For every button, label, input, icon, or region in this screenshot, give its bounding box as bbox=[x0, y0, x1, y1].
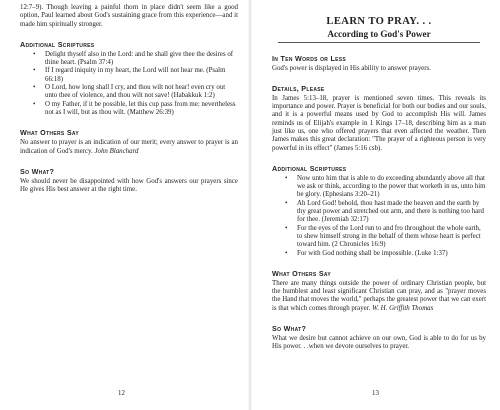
quote-paragraph: No answer to prayer is an indication of our merit; every answer to prayer is an indication of God's mercy. John Blanchard bbox=[20, 139, 238, 155]
details-paragraph: In James 5:13–18, prayer is mentioned seven times. This reveals its importance and power. Prayer is beneficial for both our bodies and our souls, and it is a powerful means used by God to accomplish His will. James reminds us of Elijah's example in 1 Kings 17–18, describing him as a man just like us, one who offered prayers that even affected the weather. Then James makes this great declaration: "The prayer of a righteous person is very powerful in its effect" (James 5:16 csb). bbox=[272, 94, 486, 152]
scripture-item: • For the eyes of the Lord run to and fro throughout the whole earth, to shew himself strong in the behalf of them whose heart is perfect toward him. (2 Chronicles 16:9) bbox=[285, 224, 481, 249]
right-page bbox=[252, 0, 500, 410]
so-what-paragraph: What we desire but cannot achieve on our own, God is able to do for us by His power. . .when we devote ourselves to prayer. bbox=[272, 335, 486, 351]
bullet-icon: • bbox=[285, 199, 288, 207]
scripture-item: • O Lord, how long shall I cry, and thou wilt not hear! even cry out unto thee of violence, and thou wilt not save! (Habakkuk 1:2) bbox=[33, 84, 226, 100]
what-others-say-heading: What Others Say bbox=[272, 268, 331, 278]
bullet-icon: • bbox=[285, 249, 288, 257]
scripture-item: • If I regard iniquity in my heart, the Lord will not hear me. (Psalm 66:18) bbox=[33, 67, 226, 83]
intro-paragraph: 12:7–9). Though leaving a painful thorn in place didn't seem like a good option, Paul learned about God's sustaining grace from this experience—and it made him spiritually stronger. bbox=[20, 4, 238, 28]
bullet-icon: • bbox=[33, 100, 36, 108]
scripture-item: • Ah Lord God! behold, thou hast made the heaven and the earth by thy great power and stretched out arm, and there is nothing too hard for thee. (Jeremiah 32:17) bbox=[285, 199, 484, 224]
what-others-say-heading: What Others Say bbox=[20, 128, 79, 138]
quote-paragraph: There are many things outside the power of ordinary Christian people, but the humblest and least significant Christian can pray, and as "prayer moves the Hand that moves the world," perhaps the greatest power that we can exert is that which comes through prayer. W. H. Griffith Thomas bbox=[272, 279, 486, 312]
so-what-heading: So What? bbox=[272, 324, 307, 334]
scripture-item: • For with God nothing shall be impossible. (Luke 1:37) bbox=[285, 249, 448, 257]
additional-scriptures-heading: Additional Scriptures bbox=[20, 39, 95, 49]
chapter-title: LEARN TO PRAY. . . bbox=[326, 16, 432, 27]
quote-attribution: John Blanchard bbox=[94, 147, 139, 155]
scripture-item: • O my Father, if it be possible, let this cup pass from me: nevertheless not as I will, but as thou wilt. (Matthew 26:39) bbox=[33, 100, 236, 116]
scripture-list bbox=[20, 51, 238, 117]
bullet-icon: • bbox=[285, 224, 288, 232]
ten-words-heading: In Ten Words or Less bbox=[272, 53, 347, 63]
page-number: 13 bbox=[372, 389, 379, 397]
so-what-heading: So What? bbox=[20, 166, 55, 176]
additional-scriptures-heading: Additional Scriptures bbox=[272, 163, 347, 173]
quote-attribution: W. H. Griffith Thomas bbox=[372, 304, 434, 312]
bullet-icon: • bbox=[33, 50, 36, 58]
chapter-subtitle: According to God's Power bbox=[278, 29, 480, 43]
page-number: 12 bbox=[118, 389, 125, 397]
scripture-list bbox=[272, 175, 486, 258]
bullet-icon: • bbox=[33, 67, 36, 75]
bullet-icon: • bbox=[33, 84, 36, 92]
so-what-paragraph: We should never be disappointed with how God's answers our prayers since He gives His best answer at the right time. bbox=[20, 177, 238, 194]
ten-words-paragraph: God's power is displayed in His ability to answer prayers. bbox=[272, 64, 431, 72]
scripture-item: • Delight thyself also in the Lord: and he shall give thee the desires of thine heart. (Psalm 37:4) bbox=[33, 50, 234, 67]
scripture-item: • Now unto him that is able to do exceeding abundantly above all that we ask or think, according to the power that worketh in us, unto him be glory. (Ephesians 3:20–21) bbox=[285, 174, 486, 199]
details-heading: Details, Please bbox=[272, 83, 325, 93]
bullet-icon: • bbox=[285, 174, 288, 182]
left-page bbox=[0, 0, 248, 410]
